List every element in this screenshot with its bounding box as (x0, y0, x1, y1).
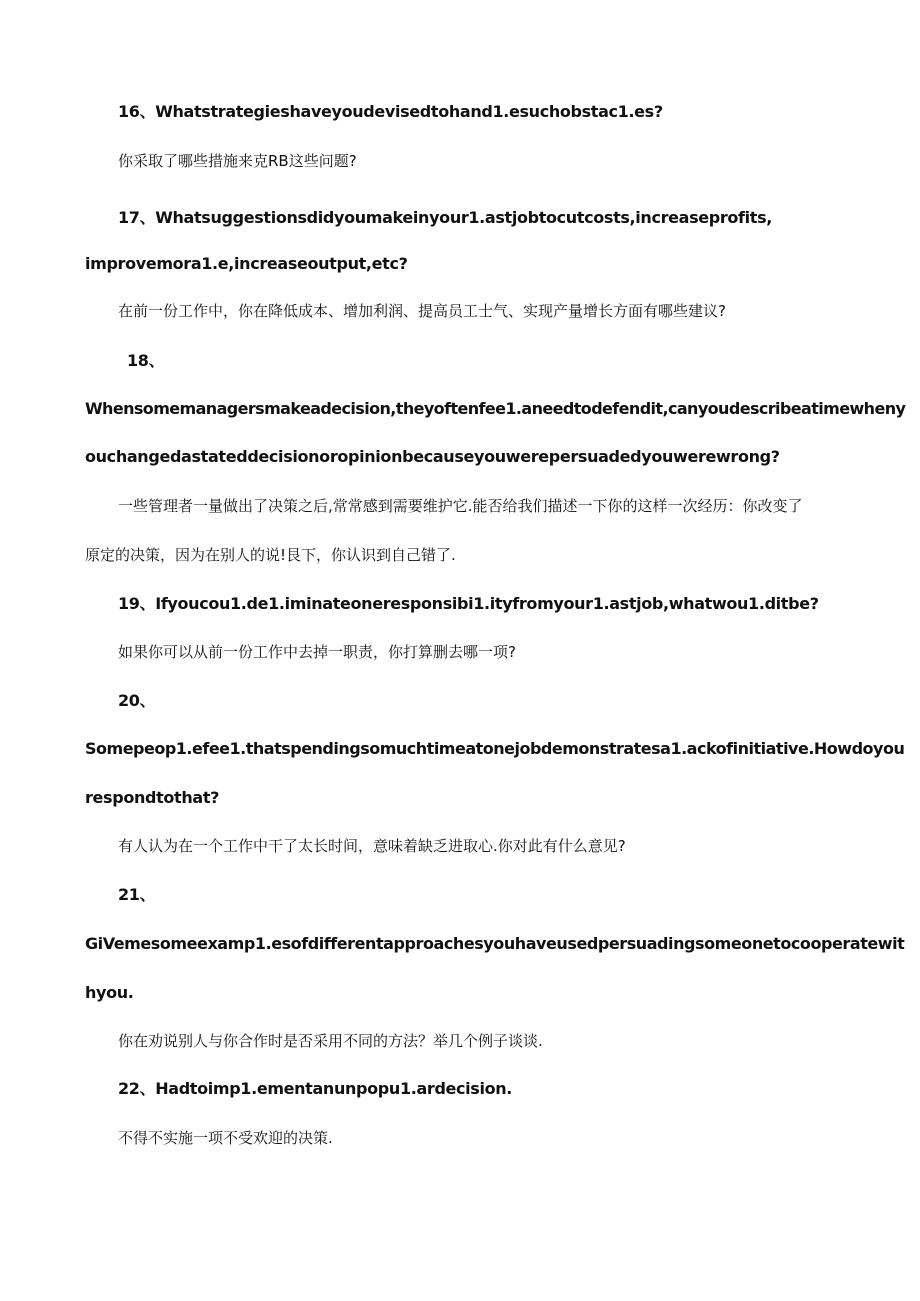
question-17-zh: 在前一份工作中，你在降低成本、增加利润、提高员工士气、实现产量增长方面有哪些建议? (118, 302, 726, 320)
question-16-zh: 你采取了哪些措施来克RB这些问题? (118, 152, 357, 170)
question-20-number: 20、 (118, 691, 156, 710)
question-22-zh: 不得不实施一项不受欢迎的决策. (118, 1129, 333, 1147)
question-16-en: 16、Whatstrategieshaveyoudevisedtohand1.esuchobstac1.es? (118, 102, 663, 121)
question-20-zh: 有人认为在一个工作中干了太长时间，意味着缺乏进取心.你对此有什么意见? (118, 837, 626, 855)
question-21-en: GiVemesomeexamp1.esofdifferentapproachesyouhaveusedpersuadingsomeonetocooperatewit (85, 934, 905, 953)
question-18-number: 18、 (127, 351, 165, 370)
question-21-number: 21、 (118, 885, 156, 904)
question-18-zh: 一些管理者一量做出了决策之后,常常感到需要维护它.能否给我们描述一下你的这样一次经历：你改变了 (118, 497, 803, 515)
question-17-en: 17、Whatsuggestionsdidyoumakeinyour1.astjobtocutcosts,increaseprofits, (118, 208, 772, 227)
question-22-en: 22、Hadtoimp1.ementanunpopu1.ardecision. (118, 1079, 513, 1098)
question-17-en-cont: improvemora1.e,increaseoutput,etc? (85, 254, 408, 273)
question-20-en-cont: respondtothat? (85, 788, 220, 807)
question-18-en-cont: ouchangedastateddecisionoropinionbecauseyouwerepersuadedyouwerewrong? (85, 447, 780, 466)
question-20-en: Somepeop1.efee1.thatspendingsomuchtimeatonejobdemonstratesa1.ackofinitiative.Howdoyou (85, 739, 905, 758)
question-19-en: 19、Ifyoucou1.de1.iminateoneresponsibi1.ityfromyour1.astjob,whatwou1.ditbe? (118, 594, 819, 613)
question-21-en-cont: hyou. (85, 983, 134, 1002)
question-18-en: Whensomemanagersmakeadecision,theyoftenfee1.aneedtodefendit,canyoudescribeatimewheny (85, 399, 906, 418)
question-18-zh-cont: 原定的决策，因为在别人的说!艮下，你认识到自己错了. (85, 546, 456, 564)
question-19-zh: 如果你可以从前一份工作中去掉一职责，你打算删去哪一项? (118, 643, 516, 661)
question-21-zh: 你在劝说别人与你合作时是否采用不同的方法？举几个例子谈谈. (118, 1032, 543, 1050)
